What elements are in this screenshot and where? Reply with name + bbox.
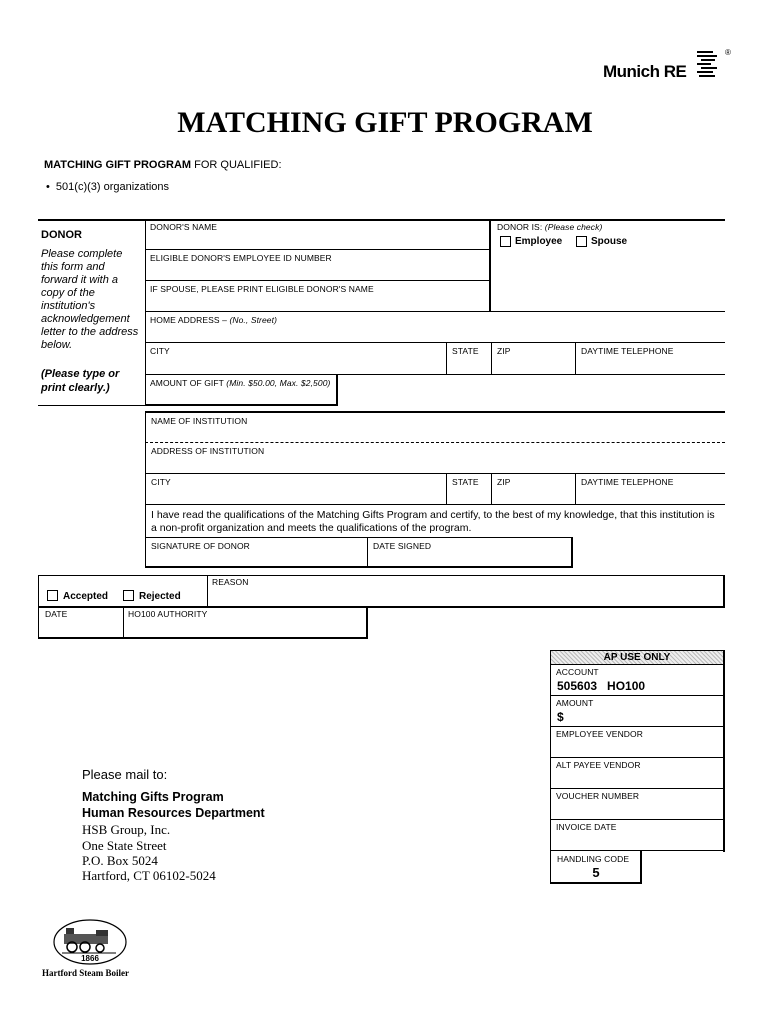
- bullet-text: 501(c)(3) organizations: [55, 181, 170, 193]
- ap-header-text: AP USE ONLY: [603, 652, 671, 663]
- ap-account-field[interactable]: [551, 665, 723, 696]
- qualified-bold: MATCHING GIFT PROGRAM: [44, 159, 192, 171]
- donor-instructions: Please complete this form and forward it with a copy of the institution's acknowledgement letter to the address below.: [41, 248, 139, 351]
- accepted-checkbox[interactable]: [47, 590, 58, 601]
- donor-zip-field[interactable]: [491, 343, 575, 375]
- institution-state-field[interactable]: [446, 474, 491, 505]
- mail-line-2: Human Resources Department: [82, 806, 265, 820]
- institution-state-label: STATE: [452, 477, 479, 487]
- registered-mark: ®: [725, 48, 731, 57]
- ap-alt-payee-label: ALT PAYEE VENDOR: [556, 760, 641, 770]
- ap-employee-vendor-label: EMPLOYEE VENDOR: [556, 729, 643, 739]
- amount-of-gift-field[interactable]: [145, 375, 338, 406]
- ap-invoice-date-field[interactable]: [551, 820, 723, 851]
- donor-city-field[interactable]: [145, 343, 446, 375]
- mail-intro: Please mail to:: [82, 767, 168, 782]
- mail-line-6: Hartford, CT 06102-5024: [82, 868, 216, 883]
- review-date-label: DATE: [45, 609, 68, 619]
- qualified-rest: FOR QUALIFIED:: [191, 159, 282, 171]
- donors-name-label: DONOR'S NAME: [150, 222, 218, 232]
- home-address-note: (No., Street): [229, 315, 278, 325]
- spouse-donor-name-field[interactable]: [145, 281, 491, 312]
- ap-account-label: ACCOUNT: [556, 667, 599, 677]
- review-date-field[interactable]: [38, 608, 123, 639]
- signature-label: SIGNATURE OF DONOR: [151, 541, 250, 551]
- institution-phone-label: DAYTIME TELEPHONE: [581, 477, 674, 487]
- employee-id-field[interactable]: [145, 250, 491, 281]
- signature-field[interactable]: [145, 537, 367, 568]
- amount-of-gift-note: (Min. $50.00, Max. $2,500): [226, 378, 331, 388]
- mail-line-3: HSB Group, Inc.: [82, 822, 171, 837]
- home-address-field[interactable]: [145, 311, 725, 343]
- donor-state-field[interactable]: [446, 343, 491, 375]
- donor-city-label: CITY: [150, 346, 170, 356]
- date-signed-field[interactable]: [367, 537, 573, 568]
- institution-city-label: CITY: [151, 477, 171, 487]
- reason-label: REASON: [212, 577, 249, 587]
- amount-of-gift-label: [150, 378, 330, 388]
- certification-block: [145, 505, 725, 537]
- ap-voucher-field[interactable]: [551, 789, 723, 820]
- qualified-heading: [44, 159, 282, 171]
- donor-phone-label: DAYTIME TELEPHONE: [581, 346, 674, 356]
- rejected-checkbox[interactable]: [123, 590, 134, 601]
- spouse-donor-name-label: IF SPOUSE, PLEASE PRINT ELIGIBLE DONOR'S NAME: [150, 284, 374, 294]
- certification-text: I have read the qualifications of the Matching Gifts Program and certify, to the best of my knowledge, that this institution is a non-profit organization and meets the qualifications of the program.: [151, 509, 715, 534]
- employee-checkbox[interactable]: [500, 236, 511, 247]
- donor-is-text: DONOR IS:: [497, 222, 543, 232]
- institution-phone-field[interactable]: [575, 474, 725, 505]
- accepted-label: Accepted: [63, 591, 109, 602]
- mail-line-4: One State Street: [82, 838, 167, 853]
- ap-amount-field[interactable]: [551, 696, 723, 727]
- munich-re-mark-icon: [693, 48, 721, 80]
- spouse-checkbox[interactable]: [576, 236, 587, 247]
- bullet-icon: •: [46, 181, 50, 193]
- hsb-year: 1866: [81, 954, 99, 963]
- employee-label: Employee: [515, 236, 563, 247]
- donor-is-label: [497, 222, 602, 232]
- institution-city-field[interactable]: [145, 474, 446, 505]
- logo-text: Munich RE: [603, 62, 687, 81]
- page-title: MATCHING GIFT PROGRAM: [177, 106, 593, 139]
- ap-bottom-cover: [644, 852, 728, 886]
- donor-instructions-panel: [38, 219, 145, 406]
- home-address-text: HOME ADDRESS –: [150, 315, 230, 325]
- hsb-logo: [40, 918, 140, 982]
- donor-heading: DONOR: [41, 229, 82, 241]
- reason-field[interactable]: [207, 575, 725, 608]
- ap-handling-code-value: 5: [592, 865, 600, 880]
- donor-phone-field[interactable]: [575, 343, 725, 375]
- ap-handling-code-label: HANDLING CODE: [557, 854, 630, 864]
- employee-id-label: ELIGIBLE DONOR'S EMPLOYEE ID NUMBER: [150, 253, 332, 263]
- spouse-label: Spouse: [591, 236, 628, 247]
- hsb-caption: Hartford Steam Boiler: [42, 968, 129, 978]
- qualified-bullet-item: [46, 181, 169, 193]
- donor-is-note: (Please check): [544, 222, 603, 232]
- donors-name-field[interactable]: [145, 219, 491, 250]
- institution-zip-label: ZIP: [497, 477, 511, 487]
- ap-employee-vendor-field[interactable]: [551, 727, 723, 758]
- institution-name-field[interactable]: [145, 411, 725, 443]
- home-address-label: [150, 315, 277, 325]
- authority-field[interactable]: [123, 608, 368, 639]
- print-clearly-note: (Please type or print clearly.): [41, 368, 120, 394]
- ap-handling-code-field[interactable]: [550, 851, 642, 884]
- institution-address-label: ADDRESS OF INSTITUTION: [151, 446, 265, 456]
- mail-line-1: Matching Gifts Program: [82, 790, 224, 804]
- institution-address-field[interactable]: [145, 443, 725, 474]
- ap-amount-label: AMOUNT: [556, 698, 594, 708]
- ap-amount-value: $: [557, 710, 564, 724]
- donor-is-panel: [491, 219, 725, 312]
- ap-voucher-label: VOUCHER NUMBER: [556, 791, 640, 801]
- authority-label: HO100 AUTHORITY: [128, 609, 208, 619]
- institution-name-label: NAME OF INSTITUTION: [151, 416, 248, 426]
- ap-account-value: 505603 HO100: [557, 679, 646, 693]
- ap-header: [551, 651, 723, 665]
- donor-state-label: STATE: [452, 346, 479, 356]
- munich-re-logo: [603, 48, 733, 86]
- institution-zip-field[interactable]: [491, 474, 575, 505]
- rejected-label: Rejected: [139, 591, 181, 602]
- mail-line-5: P.O. Box 5024: [82, 853, 158, 868]
- amount-of-gift-text: AMOUNT OF GIFT: [150, 378, 227, 388]
- ap-alt-payee-field[interactable]: [551, 758, 723, 789]
- date-signed-label: DATE SIGNED: [373, 541, 432, 551]
- ap-invoice-date-label: INVOICE DATE: [556, 822, 617, 832]
- donor-zip-label: ZIP: [497, 346, 511, 356]
